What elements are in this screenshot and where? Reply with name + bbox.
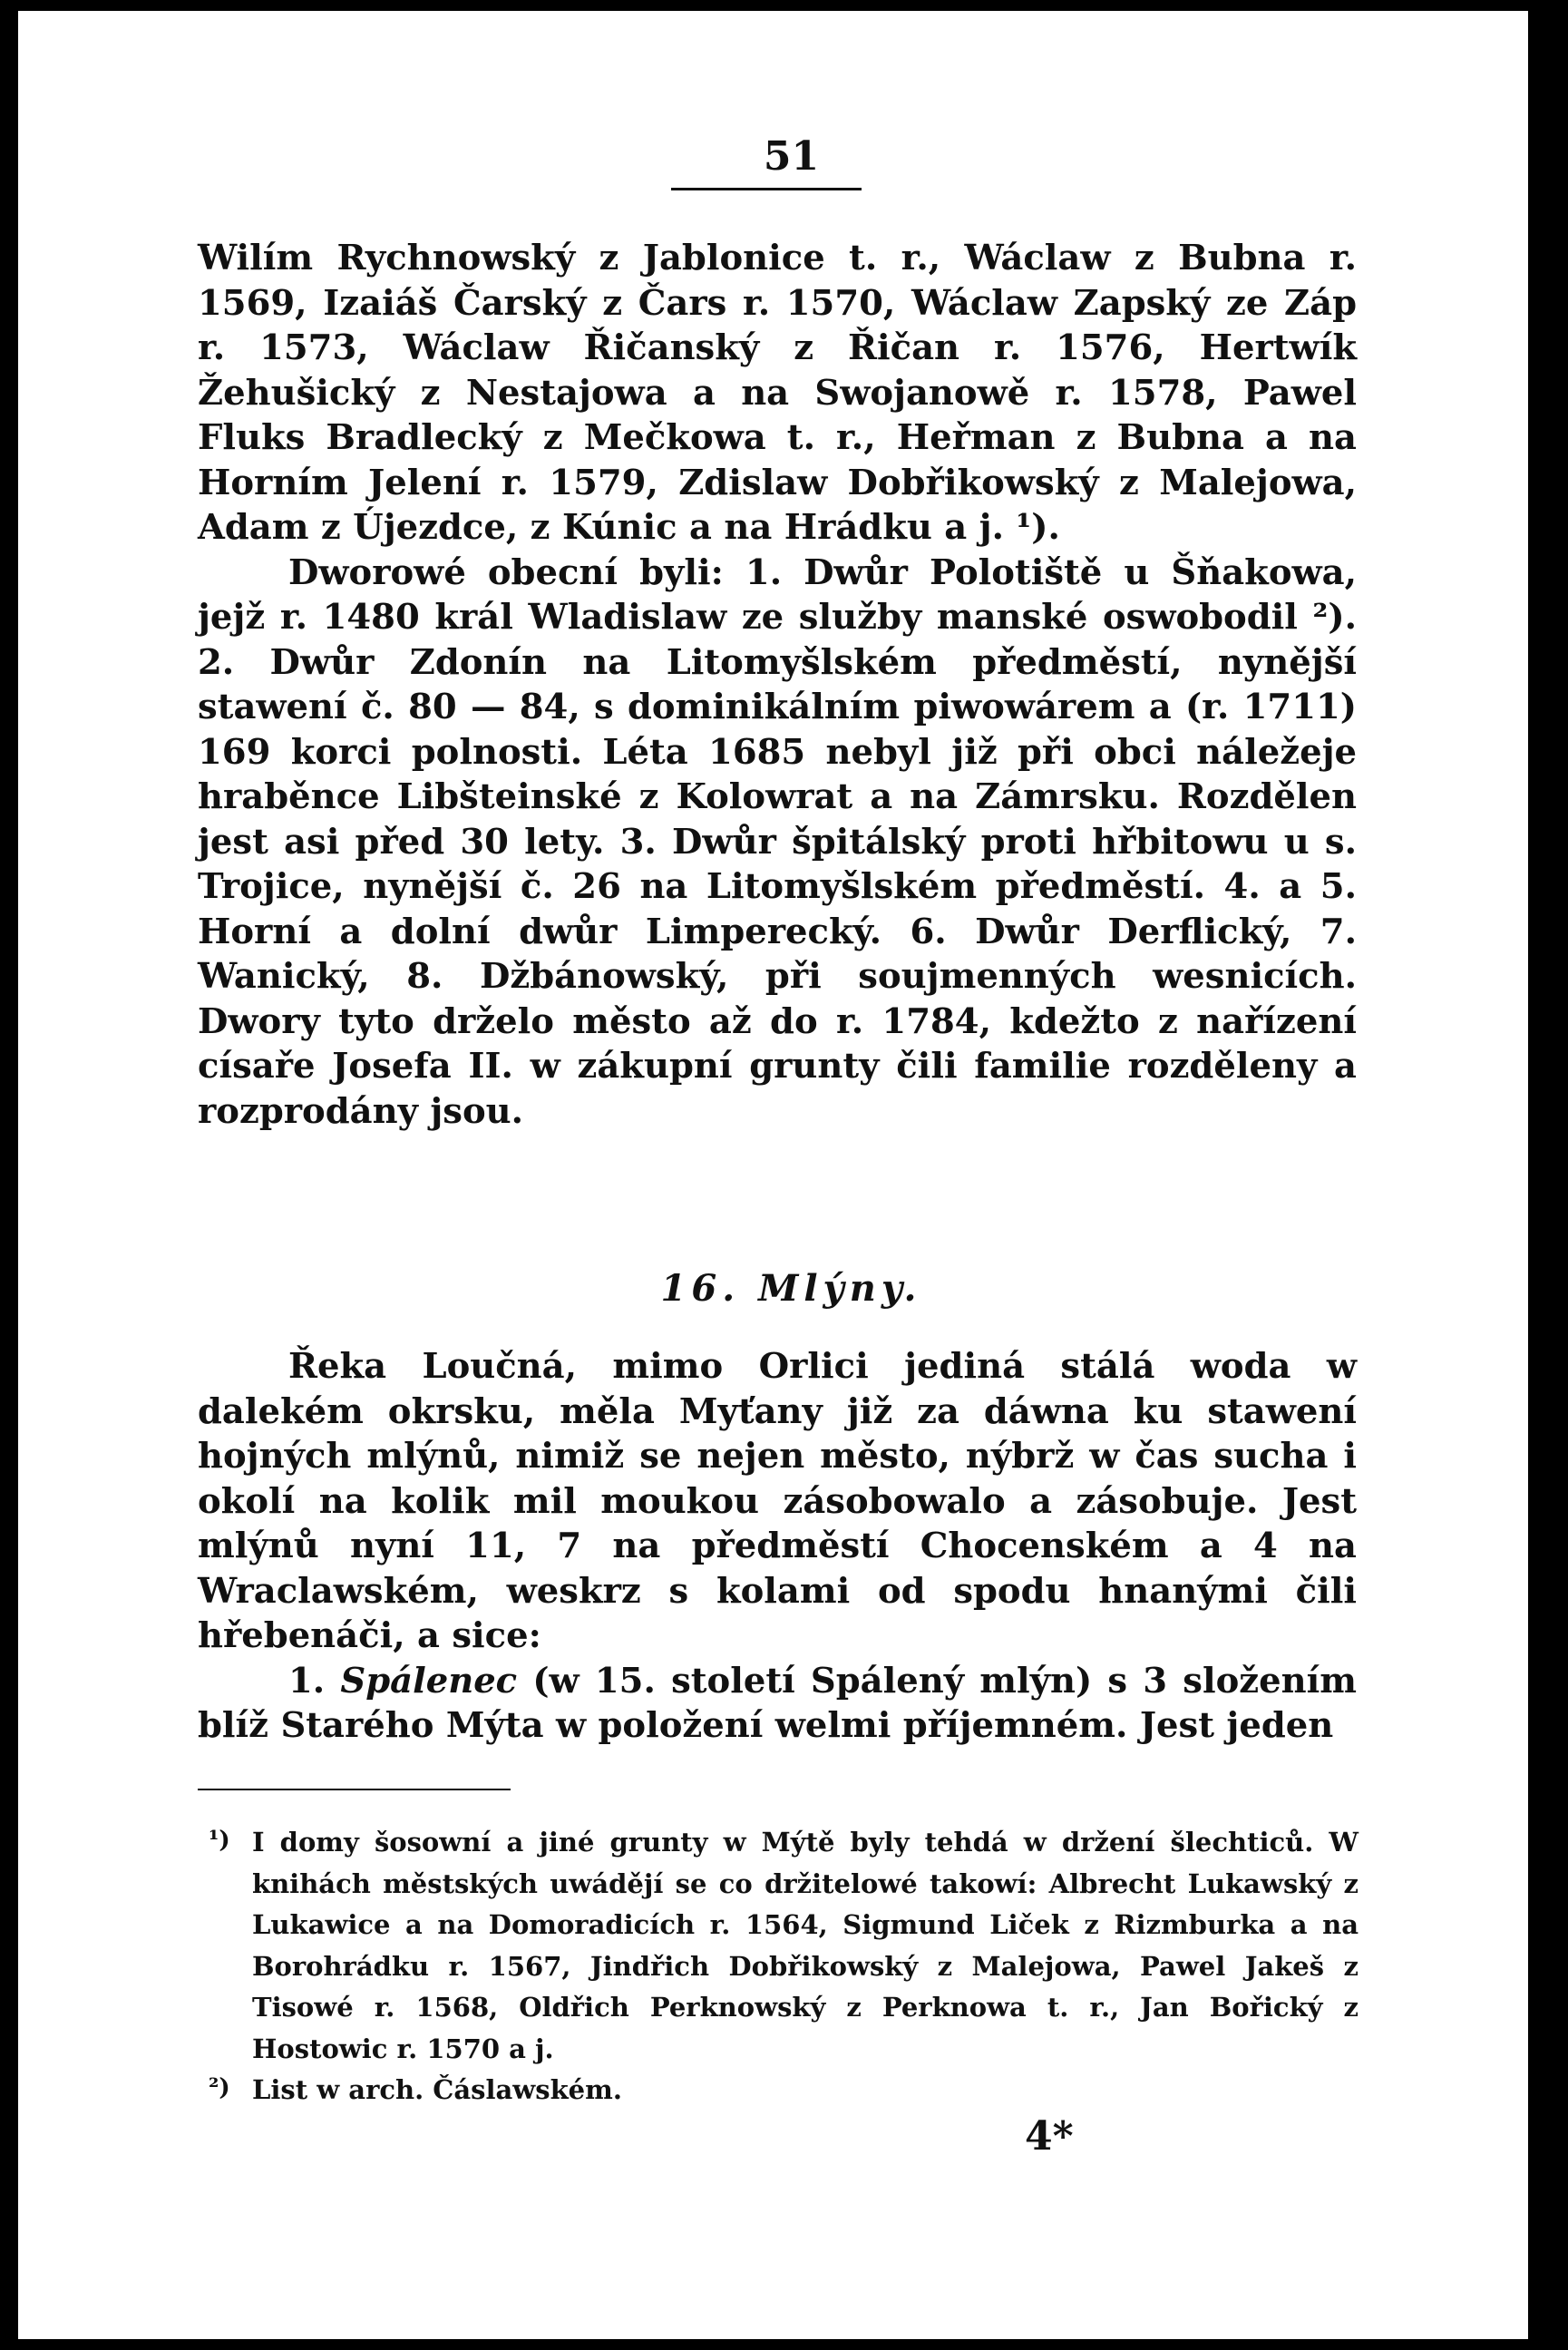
document-page [18, 11, 1528, 2339]
footnote-2-text: List w arch. Čáslawském. [252, 2074, 622, 2105]
footnote-2 [209, 2070, 1359, 2111]
paragraph-nobility-list: Wilím Rychnowský z Jablonice t. r., Wáclaw z Bubna r. 1569, Izaiáš Čarský z Čars r. 1570, Wáclaw Zapský ze Záp r. 1573, Wáclaw Řičanský z Řičan r. 1576, Hertwík Žehušický z Nestajowa a na Swojanowě r. 1578, Pawel Fluks Bradlecký z Mečkowa t. r., Heřman z Bubna a na Horním Jelení r. 1579, Zdislaw Dobřikowský z Malejowa, Adam z Újezdce, z Kúnic a na Hrádku a j. ¹). [198, 238, 1357, 548]
footnote-1 [209, 1822, 1359, 2070]
paragraph-mill-item-1 [198, 1659, 1357, 1749]
footnote-2-mark: ²) [209, 2074, 230, 2101]
section-heading: 16. Mlýny. [660, 1267, 922, 1310]
footnote-rule [198, 1789, 511, 1790]
paragraph-mills-intro: Řeka Loučná, mimo Orlici jediná stálá woda w dalekém okrsku, měla Myťany již za dáwna ku stawení hojných mlýnů, nimiž se nejen město, nýbrž w čas sucha i okolí na kolik mil moukou zásobowalo a zásobuje. Jest mlýnů nyní 11, 7 na předměstí Chocenském a 4 na Wraclawském, weskrz s kolami od spodu hnanými čili hřebenáči, a sice: [198, 1346, 1357, 1656]
main-text-top [198, 236, 1357, 1134]
main-text-mills [198, 1344, 1357, 1749]
mill-item-name: Spálenec [340, 1660, 518, 1702]
page-number: 51 [763, 133, 820, 180]
paragraph-municipal-farms: Dworowé obecní byli: 1. Dwůr Polotiště u Šňakowa, jejž r. 1480 král Wladislaw ze služby manské oswobodil ²). 2. Dwůr Zdonín na Litomyšlském předměstí, nynější stawení č. 80 — 84, s dominikálním piwowárem a (r. 1711) 169 korci polnosti. Léta 1685 nebyl již při obci náležeje hraběnce Libšteinské z Kolowrat a na Zámrsku. Rozdělen jest asi před 30 lety. 3. Dwůr špitálský proti hřbitowu u s. Trojice, nynější č. 26 na Litomyšlském předměstí. 4. a 5. Horní a dolní dwůr Limperecký. 6. Dwůr Derflický, 7. Wanický, 8. Džbánowský, při soujmenných wesnicích. Dwory tyto drželo město až do r. 1784, kdežto z nařízení císaře Josefa II. w zákupní grunty čili familie rozděleny a rozprodány jsou. [198, 551, 1357, 1132]
printer-signature-mark: 4* [1025, 2113, 1074, 2160]
footnote-1-text: I domy šosowní a jiné grunty w Mýtě byly tehdá w držení šlechticů. W knihách městských uwádějí se co držitelowé takowí: Albrecht Lukawský z Lukawice a na Domoradicích r. 1564, Sigmund Liček z Rizmburka a na Borohrádku r. 1567, Jindřich Dobřikowský z Malejowa, Pawel Jakeš z Tisowé r. 1568, Oldřich Perknowský z Perknowa t. r., Jan Bořický z Hostowic r. 1570 a j. [252, 1827, 1359, 2064]
footnotes [209, 1822, 1359, 2111]
mill-item-text: (w 15. století Spálený mlýn) s 3 složením blíž Starého Mýta w položení welmi příjemném. Jest jeden [198, 1660, 1357, 1746]
mill-item-number: 1. [288, 1660, 326, 1702]
footnote-1-mark: ¹) [209, 1827, 230, 1854]
page-number-rule [671, 188, 862, 190]
